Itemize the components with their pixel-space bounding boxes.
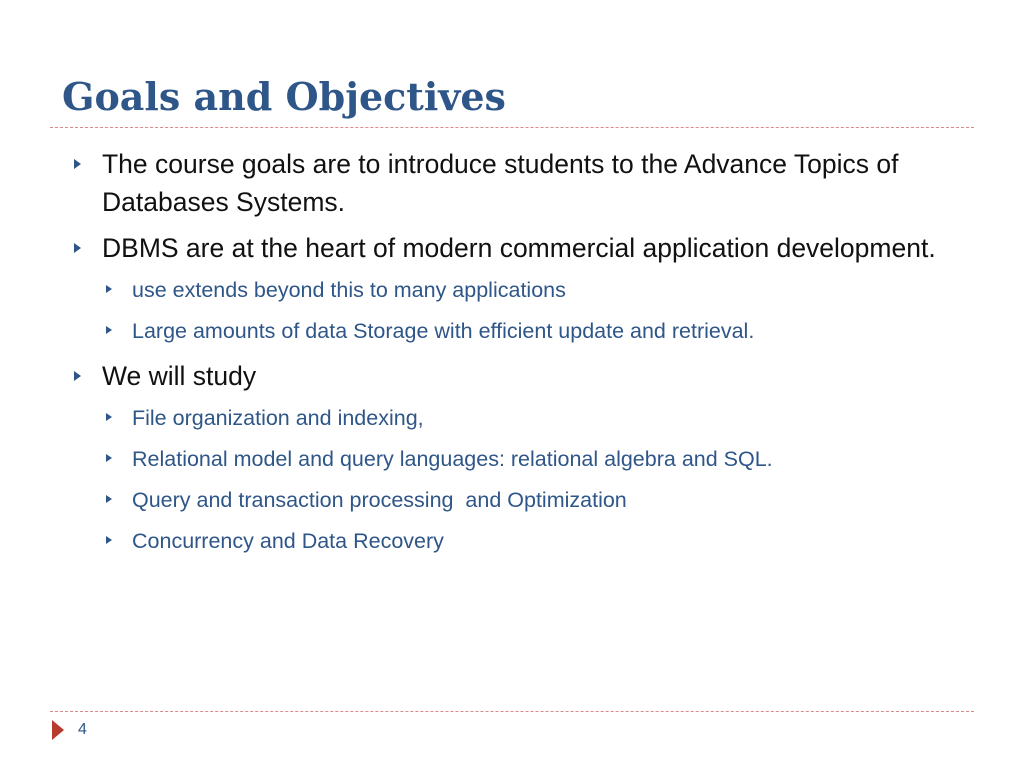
sub-bullet-text: Large amounts of data Storage with efficient update and retrieval. [132,319,755,343]
sub-bullet-triangle-icon [106,536,112,544]
bullet-item [72,357,942,395]
bullet-text: DBMS are at the heart of modern commercial application development. [102,233,936,263]
sub-bullet-item [72,485,942,515]
sub-bullet-triangle-icon [106,413,112,421]
sub-bullet-text: Concurrency and Data Recovery [132,529,444,553]
bullet-triangle-icon [74,243,81,253]
sub-bullet-text: File organization and indexing, [132,406,424,430]
bullet-list [72,145,942,567]
sub-bullet-text: Relational model and query languages: relational algebra and SQL. [132,447,773,471]
bullet-triangle-icon [74,159,81,169]
sub-bullet-text: Query and transaction processing and Optimization [132,488,627,512]
sub-bullet-triangle-icon [106,326,112,334]
bullet-item [72,145,942,221]
bullet-triangle-icon [74,371,81,381]
slide-title: Goals and Objectives [62,74,506,119]
sub-bullet-triangle-icon [106,285,112,293]
bullet-text: The course goals are to introduce students to the Advance Topics of Databases Systems. [102,149,899,217]
sub-bullet-text: use extends beyond this to many applications [132,278,566,302]
bullet-item [72,229,942,267]
sub-bullet-triangle-icon [106,454,112,462]
sub-bullet-item [72,444,942,474]
title-divider [50,127,974,128]
sub-bullet-item [72,275,942,305]
sub-bullet-item [72,316,942,346]
page-number: 4 [78,721,87,738]
bullet-text: We will study [102,361,257,391]
sub-bullet-item [72,526,942,556]
footer-divider [50,711,974,712]
sub-bullet-triangle-icon [106,495,112,503]
footer-triangle-icon [52,720,64,740]
sub-bullet-item [72,403,942,433]
